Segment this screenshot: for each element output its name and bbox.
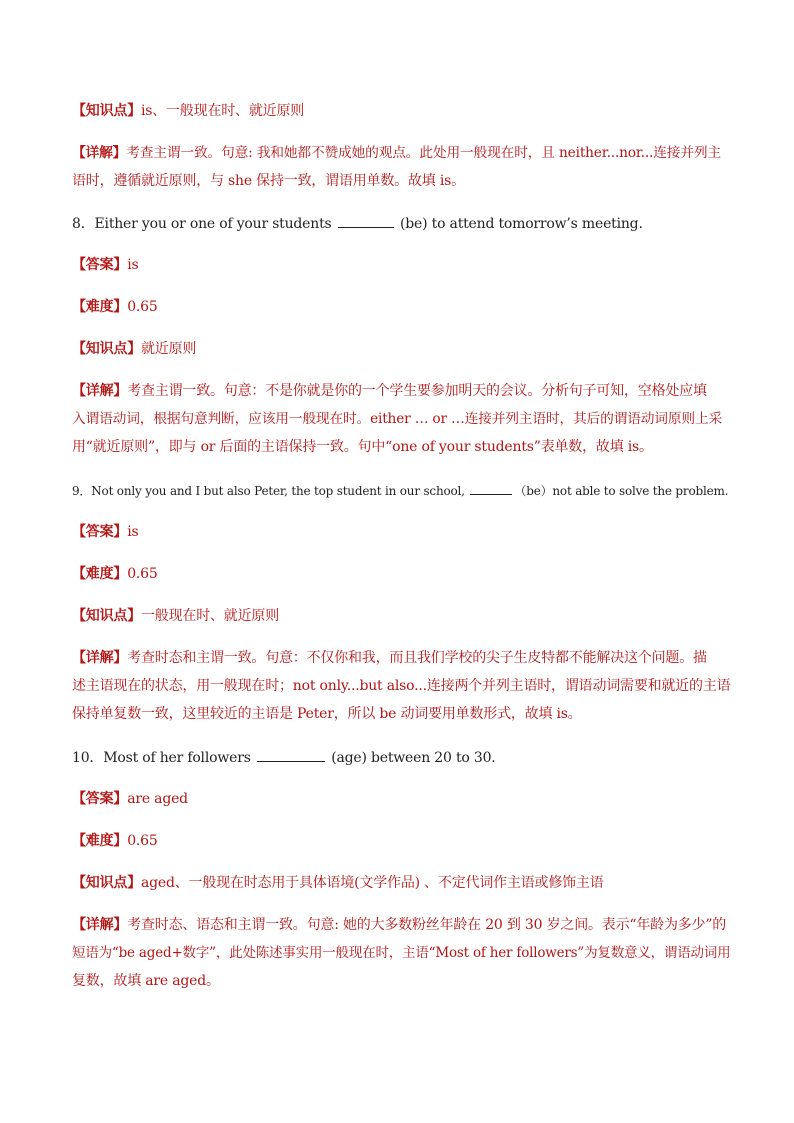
- detail-text-continued: 入谓语动词，根据句意判断，应该用一般现在时。either … or …连接并列主语时，其后的谓语动词原则上采: [72, 411, 723, 427]
- difficulty-row: [72, 565, 732, 583]
- question-8: [72, 214, 732, 233]
- knowledge-text: 就近原则: [141, 341, 197, 357]
- difficulty-tag: 【难度】: [72, 833, 128, 849]
- question-text: Most of her followers: [103, 750, 251, 766]
- knowledge-tag: 【知识点】: [72, 341, 141, 357]
- difficulty-tag: 【难度】: [72, 566, 128, 582]
- detail-text-continued: 用“就近原则”，即与 or 后面的主语保持一致。句中“one of your students”表单数，故填 is。: [72, 439, 653, 455]
- detail-text-continued: 保持单复数一致，这里较近的主语是 Peter，所以 be 动词要用单数形式，故填 is。: [72, 706, 582, 722]
- answer-tag: 【答案】: [72, 257, 128, 273]
- detail-text-continued: 短语为“be aged+数字”，此处陈述事实用一般现在时，主语“Most of her followers”为复数意义，谓语动词用: [72, 945, 731, 961]
- answer-blank: [257, 748, 325, 762]
- question-text: Not only you and I but also Peter, the top student in our school,: [91, 484, 465, 498]
- difficulty-row: [72, 832, 732, 850]
- difficulty-value: 0.65: [127, 566, 158, 582]
- knowledge-tag: 【知识点】: [72, 608, 141, 624]
- knowledge-text: is、一般现在时、就近原则: [141, 103, 305, 119]
- detail-tag: 【详解】: [72, 650, 128, 666]
- answer-row: [72, 523, 732, 541]
- detail-text-continued: 语时，遵循就近原则，与 she 保持一致，谓语用单数。故填 is。: [72, 173, 465, 189]
- detail-text: 考查时态和主谓一致。句意：不仅你和我，而且我们学校的尖子生皮特都不能解决这个问题。描: [127, 650, 707, 666]
- knowledge-text: 一般现在时、就近原则: [141, 608, 279, 624]
- detail-tag: 【详解】: [72, 383, 128, 399]
- detail-tag: 【详解】: [72, 145, 127, 161]
- answer-tag: 【答案】: [72, 791, 128, 807]
- answer-row: [72, 256, 732, 274]
- question-10: [72, 748, 732, 767]
- difficulty-tag: 【难度】: [72, 299, 128, 315]
- question-text-end: （be）not able to solve the problem.: [514, 484, 729, 498]
- detail-text: 考查主谓一致。句意：不是你就是你的一个学生要参加明天的会议。分析句子可知，空格处应填: [127, 383, 707, 399]
- detail-row: [72, 382, 732, 400]
- answer-text: is: [127, 524, 139, 540]
- difficulty-row: [72, 298, 732, 316]
- answer-blank: [470, 481, 512, 495]
- detail-text-continued: 述主语现在的状态，用一般现在时；not only...but also...连接两个并列主语时，谓语动词需要和就近的主语: [72, 678, 731, 694]
- question-text: Either you or one of your students: [94, 216, 332, 232]
- answer-text: is: [127, 257, 139, 273]
- knowledge-point-row: [72, 102, 732, 120]
- question-text-end: (be) to attend tomorrow’s meeting.: [400, 216, 643, 232]
- difficulty-value: 0.65: [127, 833, 158, 849]
- knowledge-tag: 【知识点】: [72, 875, 141, 891]
- answer-blank: [338, 214, 394, 228]
- difficulty-value: 0.65: [127, 299, 158, 315]
- question-number: 9．: [72, 484, 92, 498]
- knowledge-text: aged、一般现在时态用于具体语境(文学作品) 、不定代词作主语或修饰主语: [141, 875, 604, 891]
- detail-row: [72, 649, 732, 667]
- detail-row: [72, 144, 732, 162]
- detail-text-continued: 复数，故填 are aged。: [72, 973, 220, 989]
- question-number: 10．: [72, 750, 104, 766]
- detail-tag: 【详解】: [72, 917, 128, 933]
- question-9: [72, 481, 732, 500]
- answer-row: [72, 790, 732, 808]
- question-text-end: (age) between 20 to 30.: [331, 750, 496, 766]
- question-number: 8．: [72, 216, 95, 232]
- knowledge-point-row: [72, 340, 732, 358]
- knowledge-point-row: [72, 607, 732, 625]
- answer-tag: 【答案】: [72, 524, 128, 540]
- detail-row: [72, 916, 732, 934]
- knowledge-tag: 【知识点】: [72, 103, 141, 119]
- knowledge-point-row: [72, 874, 732, 892]
- detail-text: 考查主谓一致。句意: 我和她都不赞成她的观点。此处用一般现在时，且 neither...nor...连接并列主: [126, 145, 721, 161]
- detail-text: 考查时态、语态和主谓一致。句意: 她的大多数粉丝年龄在 20 到 30 岁之间。表示“年龄为多少”的: [127, 917, 727, 933]
- answer-text: are aged: [127, 791, 188, 807]
